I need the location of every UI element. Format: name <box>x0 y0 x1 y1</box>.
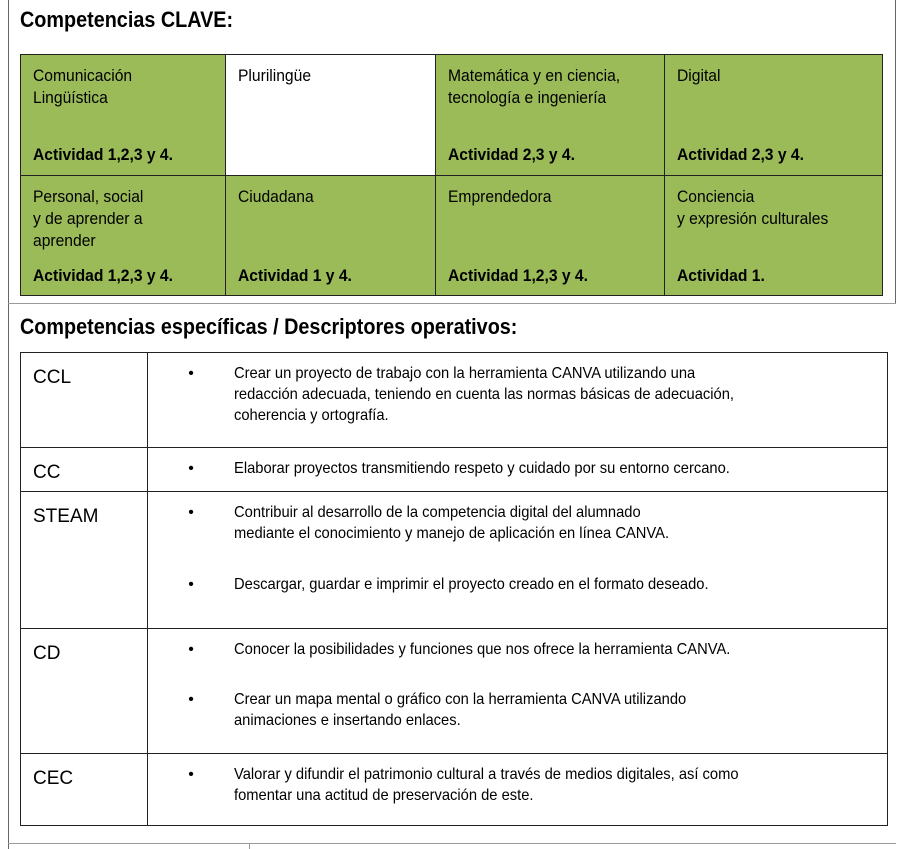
spec-code: CC <box>21 448 148 491</box>
bottom-tick <box>249 843 250 849</box>
bullet-icon: • <box>188 641 194 658</box>
spec-row-cec <box>21 754 887 826</box>
frame-right-border <box>895 0 896 303</box>
spec-item <box>148 363 898 426</box>
section-divider <box>8 303 896 304</box>
clave-cell-emprendedora <box>436 176 665 296</box>
spec-item-text: Crear un mapa mental o gráfico con la herramienta CANVA utilizando animaciones e insertando enlaces. <box>234 691 687 729</box>
clave-cell-name: Plurilingüe <box>238 66 312 85</box>
clave-row-2 <box>21 176 883 296</box>
spec-descriptors <box>148 492 898 628</box>
bullet-icon: • <box>188 365 194 382</box>
clave-cell-comunicacion <box>21 55 226 176</box>
spec-item <box>148 458 898 479</box>
spec-row-cc <box>21 448 887 492</box>
clave-cell-name: Conciencia y expresión culturales <box>677 187 829 228</box>
frame-left-border <box>8 0 9 849</box>
spec-code: CEC <box>21 754 148 825</box>
clave-cell-digital <box>665 55 883 176</box>
spec-item-text: Crear un proyecto de trabajo con la herramienta CANVA utilizando una redacción adecuada, teniendo en cuenta las normas básicas de adecuación, coherencia y ortografía. <box>234 365 735 424</box>
competencias-especificas-table <box>20 352 888 826</box>
spec-item-text: Valorar y difundir el patrimonio cultural a través de medios digitales, así como fomentar una actitud de preservación de este. <box>234 766 739 804</box>
spec-code: CCL <box>21 353 148 447</box>
spec-code: CD <box>21 629 148 753</box>
clave-cell-activity: Actividad 2,3 y 4. <box>448 145 575 164</box>
clave-cell-ciudadana <box>226 176 436 296</box>
clave-cell-name: Comunicación Lingüística <box>33 66 133 107</box>
spec-item-text: Contribuir al desarrollo de la competencia digital del alumnado mediante el conocimiento y manejo de aplicación en línea CANVA. <box>234 504 670 542</box>
spec-row-steam <box>21 492 887 629</box>
clave-cell-matematica <box>436 55 665 176</box>
spec-item-text: Elaborar proyectos transmitiendo respeto y cuidado por su entorno cercano. <box>234 460 730 477</box>
spec-descriptors <box>148 629 898 753</box>
clave-row-1 <box>21 55 883 176</box>
spec-code: STEAM <box>21 492 148 628</box>
clave-cell-name: Ciudadana <box>238 187 314 206</box>
clave-cell-personal-social <box>21 176 226 296</box>
spec-item-text: Descargar, guardar e imprimir el proyecto creado en el formato deseado. <box>234 576 709 593</box>
spec-item <box>148 764 898 806</box>
spec-descriptors <box>148 448 898 491</box>
spec-item <box>148 574 898 595</box>
clave-cell-activity: Actividad 1 y 4. <box>238 266 352 285</box>
clave-cell-name: Matemática y en ciencia, tecnología e ingeniería <box>448 66 621 107</box>
bullet-icon: • <box>188 691 194 708</box>
spec-item <box>148 502 898 574</box>
bullet-icon: • <box>188 460 194 477</box>
spec-item <box>148 639 898 689</box>
clave-cell-activity: Actividad 1,2,3 y 4. <box>33 145 173 164</box>
bullet-icon: • <box>188 576 194 593</box>
heading-competencias-clave: Competencias CLAVE: <box>20 7 234 32</box>
clave-cell-plurilingue <box>226 55 436 176</box>
heading-competencias-especificas: Competencias específicas / Descriptores operativos: <box>20 314 518 339</box>
spec-row-cd <box>21 629 887 754</box>
clave-cell-conciencia <box>665 176 883 296</box>
bullet-icon: • <box>188 766 194 783</box>
clave-cell-activity: Actividad 1,2,3 y 4. <box>448 266 588 285</box>
spec-descriptors <box>148 754 898 825</box>
bottom-border <box>8 843 896 844</box>
bullet-icon: • <box>188 504 194 521</box>
spec-row-ccl <box>21 353 887 448</box>
spec-item <box>148 689 898 731</box>
spec-descriptors <box>148 353 898 447</box>
clave-cell-activity: Actividad 1. <box>677 266 765 285</box>
clave-cell-activity: Actividad 2,3 y 4. <box>677 145 804 164</box>
spec-item-text: Conocer la posibilidades y funciones que nos ofrece la herramienta CANVA. <box>234 641 731 658</box>
competencias-clave-table <box>20 54 883 296</box>
clave-cell-name: Emprendedora <box>448 187 552 206</box>
clave-cell-activity: Actividad 1,2,3 y 4. <box>33 266 173 285</box>
clave-cell-name: Digital <box>677 66 721 85</box>
clave-cell-name: Personal, social y de aprender a aprender <box>33 187 144 250</box>
